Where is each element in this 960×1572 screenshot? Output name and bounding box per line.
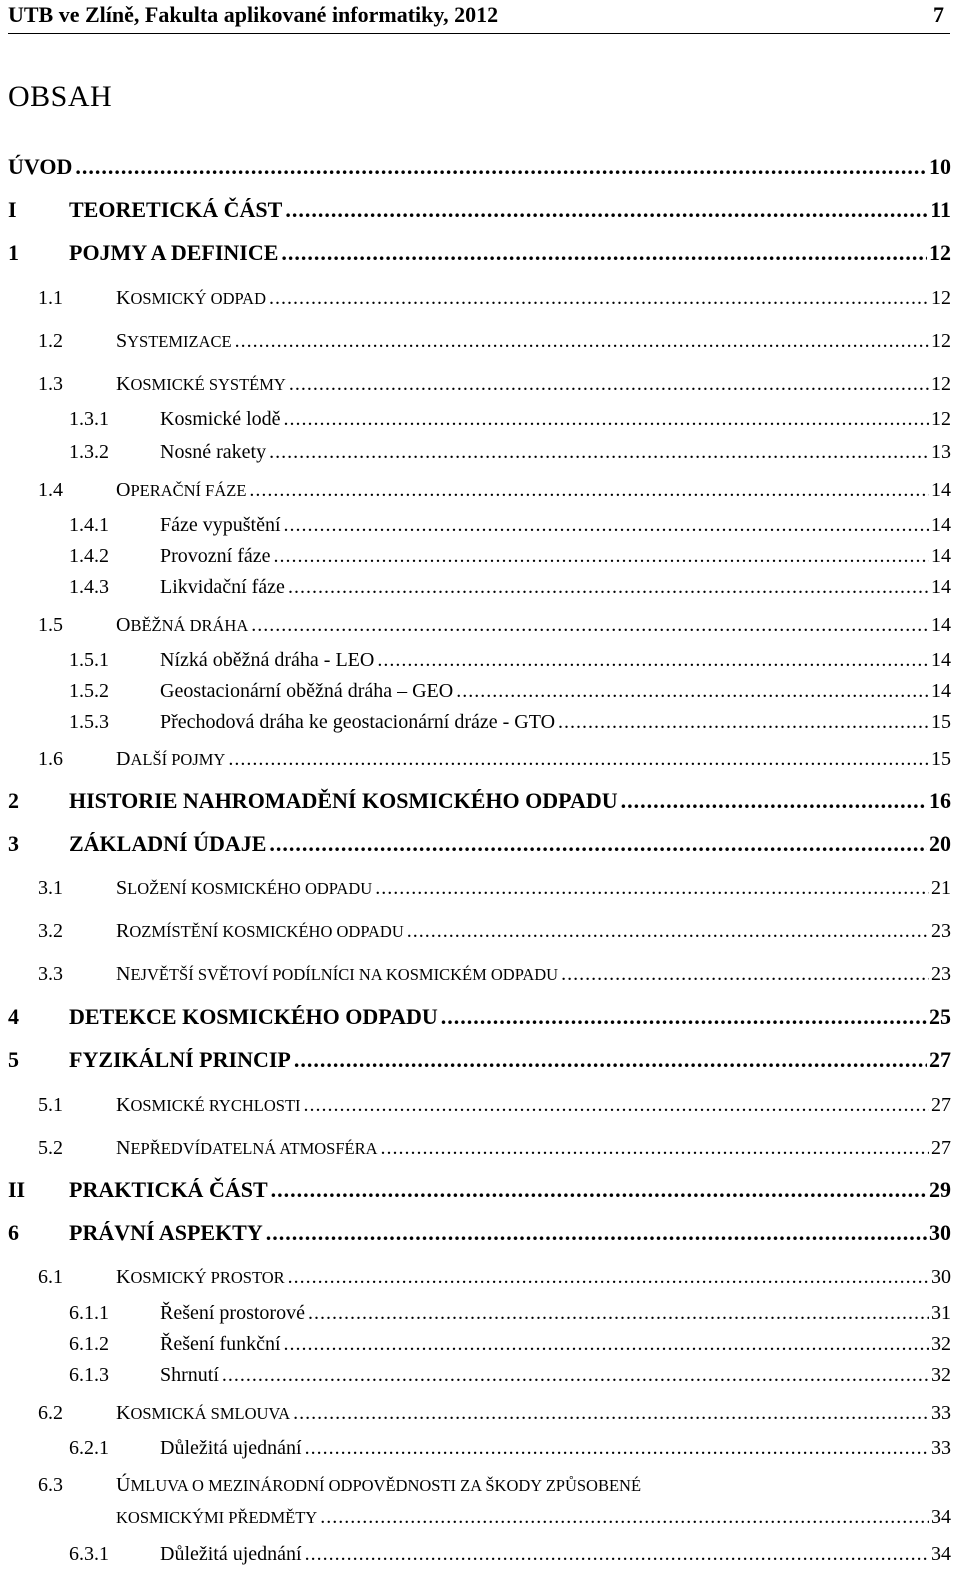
toc-entry-title: ROZMÍSTĚNÍ KOSMICKÉHO ODPADU xyxy=(116,920,404,942)
toc-entry-title: DALŠÍ POJMY xyxy=(116,748,226,770)
toc-leader-dots xyxy=(305,1437,929,1460)
toc-leader-dots xyxy=(228,748,929,771)
toc-entry-title: KOSMICKÝ ODPAD xyxy=(116,287,266,309)
toc-entry-title: Přechodová dráha ke geostacionární dráze - GTO xyxy=(160,711,556,733)
toc-entry-title: Provozní fáze xyxy=(160,545,271,567)
toc-leader-dots xyxy=(375,877,929,900)
toc-entry-page: 32 xyxy=(931,1333,951,1355)
toc-entry-title: FYZIKÁLNÍ PRINCIP xyxy=(69,1047,291,1072)
toc-entry-page: 12 xyxy=(931,287,951,309)
toc-entry[interactable] xyxy=(8,788,951,814)
toc-entry-page: 10 xyxy=(929,154,951,179)
toc-entry-title: KOSMICKÁ SMLOUVA xyxy=(116,1402,291,1424)
toc-entry[interactable] xyxy=(69,545,951,568)
toc-entry-number: 3.1 xyxy=(38,877,63,899)
toc-entry[interactable] xyxy=(38,920,951,943)
toc-entry-page: 30 xyxy=(929,1220,951,1245)
toc-entry[interactable] xyxy=(69,1302,951,1325)
toc-entry-page: 12 xyxy=(931,330,951,352)
toc-leader-dots xyxy=(269,831,927,857)
toc-entry-number: 6.3 xyxy=(38,1474,63,1496)
toc-entry-number: 6.1.2 xyxy=(69,1333,109,1355)
toc-entry-number: I xyxy=(8,197,17,222)
toc-entry-number: 5 xyxy=(8,1047,19,1072)
toc-entry[interactable] xyxy=(69,1333,951,1356)
toc-entry-title: Kosmické lodě xyxy=(160,408,281,430)
toc-entry[interactable] xyxy=(38,1266,951,1289)
toc-entry-number: 1.5 xyxy=(38,614,63,636)
toc-entry-number: 1.4 xyxy=(38,479,63,501)
toc-entry-page: 12 xyxy=(929,240,951,265)
toc-entry-number: 1.5.1 xyxy=(69,649,109,671)
toc-leader-dots xyxy=(305,1543,929,1566)
toc-entry-page: 33 xyxy=(931,1437,951,1459)
toc-entry-title: POJMY A DEFINICE xyxy=(69,240,279,265)
toc-entry-title: Řešení funkční xyxy=(160,1333,281,1355)
toc-entry-number: 1 xyxy=(8,240,19,265)
toc-entry-number: 1.3 xyxy=(38,373,63,395)
toc-entry[interactable] xyxy=(69,1364,951,1387)
toc-entry-title: PRAKTICKÁ ČÁST xyxy=(69,1177,268,1202)
toc-leader-dots xyxy=(561,963,929,986)
toc-entry-number: 1.6 xyxy=(38,748,63,770)
toc-entry[interactable] xyxy=(69,1437,951,1460)
toc-leader-dots xyxy=(284,1333,929,1356)
toc-leader-dots xyxy=(284,408,929,431)
toc-entry-number: 1.1 xyxy=(38,287,63,309)
toc-entry-number: 1.4.3 xyxy=(69,576,109,598)
toc-entry[interactable] xyxy=(69,680,951,703)
toc-leader-dots xyxy=(294,1047,927,1073)
toc-leader-dots xyxy=(269,441,929,464)
page-header xyxy=(8,0,950,34)
toc-leader-dots xyxy=(308,1302,929,1325)
toc-leader-dots xyxy=(288,576,929,599)
toc-leader-dots xyxy=(269,287,929,310)
toc-entry-number: 1.2 xyxy=(38,330,63,352)
toc-entry-page: 23 xyxy=(931,920,951,942)
toc-entry-page: 14 xyxy=(931,680,951,702)
toc-entry[interactable] xyxy=(8,831,951,857)
toc-entry-title: Geostacionární oběžná dráha – GEO xyxy=(160,680,454,702)
toc-entry-page: 34 xyxy=(931,1506,951,1528)
toc-entry-page: 27 xyxy=(931,1137,951,1159)
header-page-number: 7 xyxy=(933,2,944,27)
toc-entry[interactable] xyxy=(38,479,951,502)
toc-entry-title: OBĚŽNÁ DRÁHA xyxy=(116,614,249,636)
toc-entry[interactable] xyxy=(38,1402,951,1425)
toc-entry[interactable] xyxy=(8,154,951,180)
toc-leader-dots xyxy=(304,1094,929,1117)
toc-leader-dots xyxy=(377,649,929,672)
page-title: OBSAH xyxy=(8,80,113,113)
toc-entry[interactable] xyxy=(38,748,951,771)
toc-entry[interactable] xyxy=(116,1506,951,1529)
toc-entry-page: 23 xyxy=(931,963,951,985)
toc-leader-dots xyxy=(274,545,929,568)
toc-entry-page: 25 xyxy=(929,1004,951,1029)
toc-entry-title: TEORETICKÁ ČÁST xyxy=(69,197,283,222)
toc-leader-dots xyxy=(381,1137,929,1160)
toc-leader-dots xyxy=(271,1177,927,1203)
toc-entry-title: DETEKCE KOSMICKÉHO ODPADU xyxy=(69,1004,438,1029)
toc-entry-page: 15 xyxy=(931,711,951,733)
toc-entry-number: 1.3.2 xyxy=(69,441,109,463)
toc-entry-title: Shrnutí xyxy=(160,1364,219,1386)
toc-entry-number: 6.3.1 xyxy=(69,1543,109,1565)
toc-entry-title: ÚMLUVA O MEZINÁRODNÍ ODPOVĚDNOSTI ZA ŠKODY ZPŮSOBENÉ xyxy=(116,1474,642,1496)
toc-leader-dots xyxy=(249,479,929,502)
toc-entry-title: KOSMICKÝMI PŘEDMĚTY xyxy=(116,1508,318,1527)
toc-entry-page: 27 xyxy=(929,1047,951,1072)
toc-entry-title: Řešení prostorové xyxy=(160,1302,305,1324)
toc-entry-page: 13 xyxy=(931,441,951,463)
toc-entry-number: 1.5.3 xyxy=(69,711,109,733)
toc-entry[interactable] xyxy=(38,1094,951,1117)
toc-leader-dots xyxy=(293,1402,929,1425)
toc-entry-title: Nosné rakety xyxy=(160,441,267,463)
toc-entry-page: 14 xyxy=(931,479,951,501)
toc-entry[interactable] xyxy=(38,330,951,353)
toc-entry[interactable] xyxy=(38,1137,951,1160)
toc-leader-dots xyxy=(284,514,929,537)
toc-entry-number: 3 xyxy=(8,831,19,856)
toc-entry-number: 2 xyxy=(8,788,19,813)
toc-entry[interactable] xyxy=(8,1220,951,1246)
toc-entry-page: 20 xyxy=(929,831,951,856)
toc-entry-page: 31 xyxy=(931,1302,951,1324)
toc-entry-number: II xyxy=(8,1177,26,1202)
toc-entry-title: Důležitá ujednání xyxy=(160,1543,302,1565)
toc-entry-number: 1.4.2 xyxy=(69,545,109,567)
toc-leader-dots xyxy=(320,1506,929,1529)
toc-entry-number: ÚVOD xyxy=(8,154,73,179)
toc-entry-number: 4 xyxy=(8,1004,19,1029)
toc-leader-dots xyxy=(251,614,929,637)
toc-entry-number: 5.2 xyxy=(38,1137,63,1159)
toc-entry-page: 12 xyxy=(931,373,951,395)
toc-entry[interactable] xyxy=(38,614,951,637)
toc-entry[interactable] xyxy=(8,1177,951,1203)
toc-entry[interactable] xyxy=(69,441,951,464)
toc-entry-title: SLOŽENÍ KOSMICKÉHO ODPADU xyxy=(116,877,373,899)
toc-entry[interactable] xyxy=(8,1004,951,1030)
toc-entry-page: 11 xyxy=(930,197,951,222)
toc-entry-title: KOSMICKÝ PROSTOR xyxy=(116,1266,285,1288)
toc-leader-dots xyxy=(289,373,929,396)
toc-entry-page: 14 xyxy=(931,614,951,636)
toc-entry-page: 29 xyxy=(929,1177,951,1202)
toc-entry-number: 6.2 xyxy=(38,1402,63,1424)
toc-entry-title: NEPŘEDVÍDATELNÁ ATMOSFÉRA xyxy=(116,1137,378,1159)
toc-entry[interactable] xyxy=(38,373,951,396)
toc-leader-dots xyxy=(285,197,928,223)
toc-entry-number: 5.1 xyxy=(38,1094,63,1116)
toc-entry-title: KOSMICKÉ SYSTÉMY xyxy=(116,373,286,395)
toc-entry-number: 6.1.1 xyxy=(69,1302,109,1324)
toc-entry-title: Důležitá ujednání xyxy=(160,1437,302,1459)
toc-leader-dots xyxy=(266,1220,927,1246)
toc-entry-number: 1.3.1 xyxy=(69,408,109,430)
toc-entry[interactable] xyxy=(38,877,951,900)
toc-entry-title: ZÁKLADNÍ ÚDAJE xyxy=(69,831,267,856)
toc-entry-title: KOSMICKÉ RYCHLOSTI xyxy=(116,1094,301,1116)
toc-entry-page: 34 xyxy=(931,1543,951,1565)
toc-entry-title: Fáze vypuštění xyxy=(160,514,281,536)
header-title: UTB ve Zlíně, Fakulta aplikované informatiky, 2012 xyxy=(8,2,499,27)
toc-entry[interactable] xyxy=(69,408,951,431)
toc-entry-page: 14 xyxy=(931,545,951,567)
toc-entry-page: 27 xyxy=(931,1094,951,1116)
toc-entry-title: HISTORIE NAHROMADĚNÍ KOSMICKÉHO ODPADU xyxy=(69,788,618,813)
toc-leader-dots xyxy=(288,1266,929,1289)
toc-entry-page: 14 xyxy=(931,576,951,598)
toc-entry[interactable] xyxy=(8,197,951,223)
toc-entry[interactable] xyxy=(8,240,951,266)
toc-leader-dots xyxy=(407,920,929,943)
toc-entry[interactable] xyxy=(69,1543,951,1566)
toc-leader-dots xyxy=(456,680,929,703)
toc-entry-number: 6.1 xyxy=(38,1266,63,1288)
toc-entry[interactable] xyxy=(69,576,951,599)
toc-entry-page: 15 xyxy=(931,748,951,770)
toc-entry[interactable] xyxy=(38,963,951,986)
toc-entry-page: 30 xyxy=(931,1266,951,1288)
toc-entry[interactable] xyxy=(69,649,951,672)
toc-entry-number: 6 xyxy=(8,1220,19,1245)
toc-leader-dots xyxy=(235,330,929,353)
toc-entry[interactable] xyxy=(69,514,951,537)
toc-entry-title: NEJVĚTŠÍ SVĚTOVÍ PODÍLNÍCI NA KOSMICKÉM ODPADU xyxy=(116,963,559,985)
toc-entry-page: 12 xyxy=(931,408,951,430)
toc-entry-page: 33 xyxy=(931,1402,951,1424)
toc-entry-number: 1.4.1 xyxy=(69,514,109,536)
toc-entry-title: OPERAČNÍ FÁZE xyxy=(116,479,247,501)
toc-entry-page: 16 xyxy=(929,788,951,813)
toc-entry-number: 6.1.3 xyxy=(69,1364,109,1386)
toc-entry[interactable] xyxy=(69,711,951,734)
toc-entry-title: PRÁVNÍ ASPEKTY xyxy=(69,1220,263,1245)
toc-entry-number: 3.2 xyxy=(38,920,63,942)
toc-entry[interactable] xyxy=(38,1474,641,1497)
toc-entry[interactable] xyxy=(38,287,951,310)
toc-entry[interactable] xyxy=(8,1047,951,1073)
toc-entry-title: SYSTEMIZACE xyxy=(116,330,232,352)
toc-leader-dots xyxy=(222,1364,929,1387)
toc-leader-dots xyxy=(558,711,929,734)
toc-leader-dots xyxy=(441,1004,927,1030)
toc-entry-number: 6.2.1 xyxy=(69,1437,109,1459)
toc-entry-page: 21 xyxy=(931,877,951,899)
toc-entry-page: 14 xyxy=(931,649,951,671)
toc-entry-number: 1.5.2 xyxy=(69,680,109,702)
toc-entry-page: 14 xyxy=(931,514,951,536)
toc-leader-dots xyxy=(621,788,927,814)
toc-leader-dots xyxy=(75,154,927,180)
toc-entry-page: 32 xyxy=(931,1364,951,1386)
toc-entry-title: Likvidační fáze xyxy=(160,576,285,598)
toc-entry-number: 3.3 xyxy=(38,963,63,985)
toc-leader-dots xyxy=(281,240,927,266)
toc-entry-title: Nízká oběžná dráha - LEO xyxy=(160,649,375,671)
